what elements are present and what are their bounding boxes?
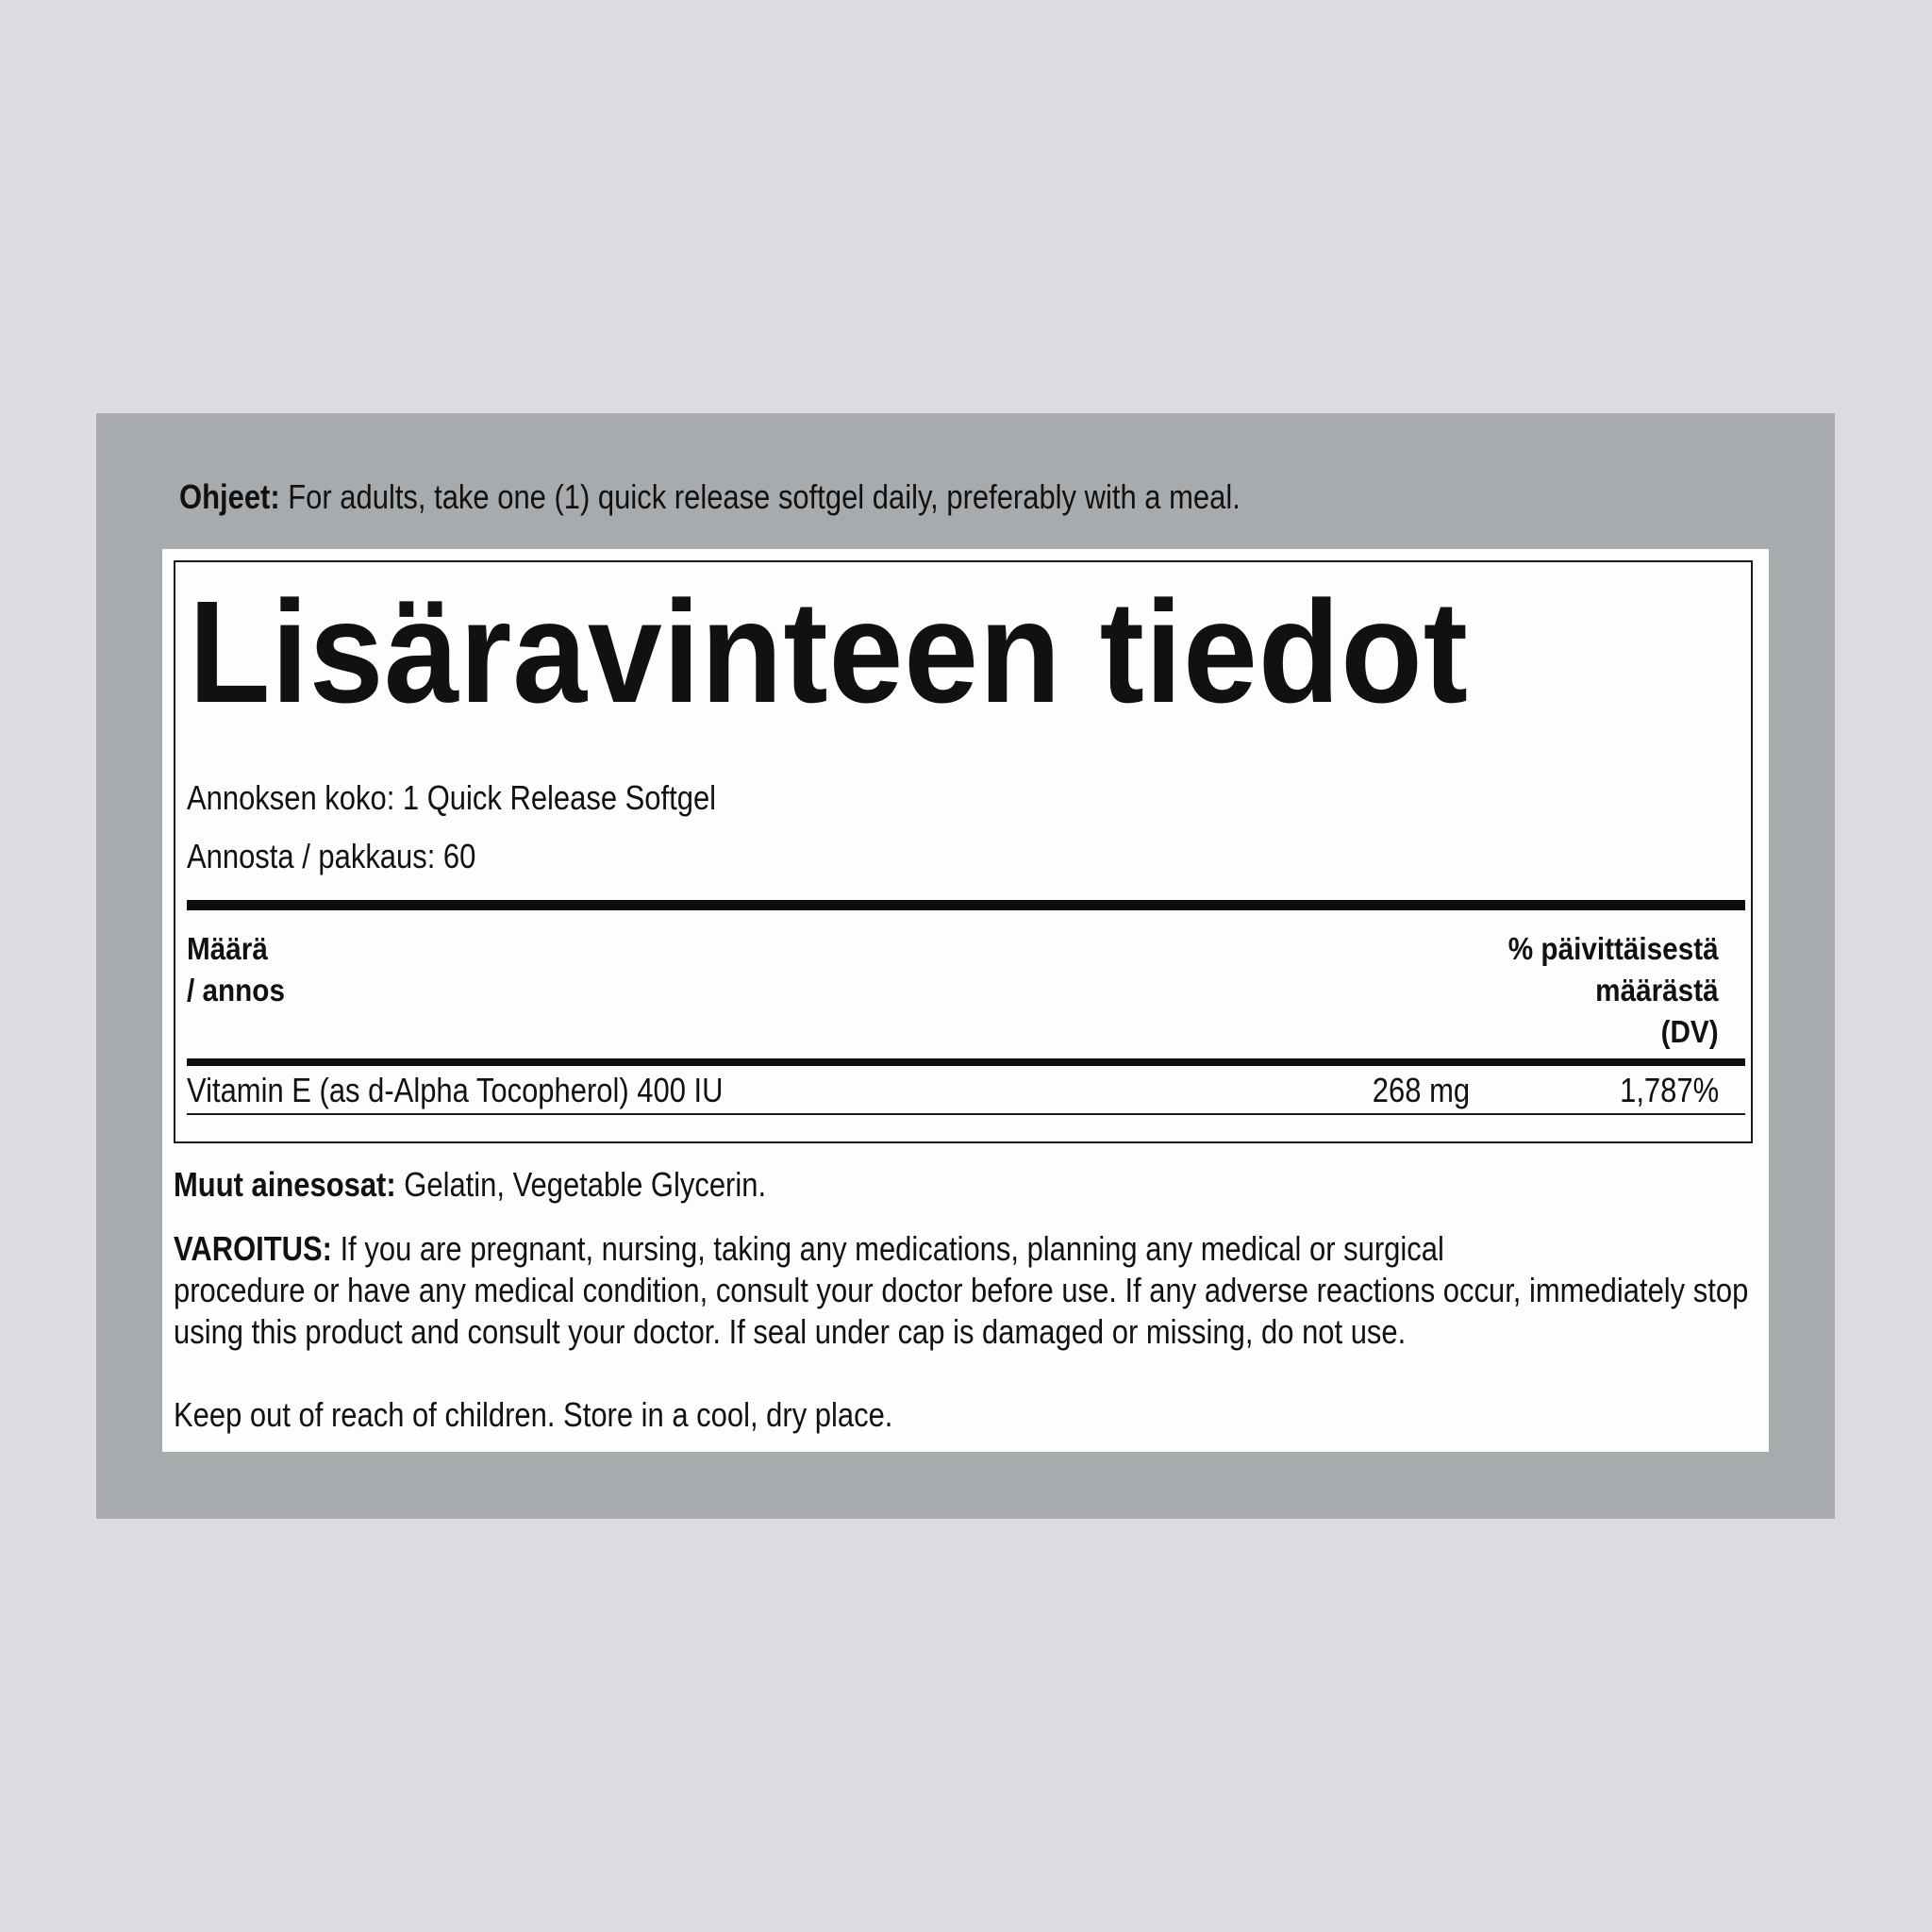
warning-line-2: procedure or have any medical condition, consult your doctor before use. If any adverse reactions occur, immediately stop <box>174 1271 1749 1309</box>
facts-title: Lisäravinteen tiedot <box>189 571 1469 733</box>
serving-size: Annoksen koko: 1 Quick Release Softgel <box>187 778 717 817</box>
daily-value-header <box>1508 928 1719 1053</box>
warning-text-1: If you are pregnant, nursing, taking any medications, planning any medical or surgical <box>331 1229 1444 1268</box>
amount-header-line-2: / annos <box>187 973 285 1008</box>
divider-thick <box>187 900 1745 910</box>
dv-header-line-2: määrästä <box>1595 973 1719 1008</box>
warning-line-3: using this product and consult your doctor. If seal under cap is damaged or missing, do not use. <box>174 1312 1407 1351</box>
directions-body: For adults, take one (1) quick release softgel daily, preferably with a meal. <box>279 477 1241 516</box>
directions-label: Ohjeet: <box>179 477 280 516</box>
nutrient-amount: 268 mg <box>1372 1071 1470 1109</box>
nutrient-daily-value: 1,787% <box>1619 1071 1719 1109</box>
nutrient-name: Vitamin E (as d-Alpha Tocopherol) 400 IU <box>187 1071 724 1109</box>
dv-header-line-1: % päivittäisestä <box>1508 931 1719 966</box>
servings-per-container: Annosta / pakkaus: 60 <box>187 837 476 875</box>
other-ingredients-label: Muut ainesosat: <box>174 1165 396 1204</box>
other-ingredients <box>174 1164 766 1206</box>
supplement-facts-box <box>174 560 1753 1143</box>
warning-line-1 <box>174 1228 1444 1270</box>
dv-header-line-3: (DV) <box>1660 1014 1719 1049</box>
other-ingredients-text: Gelatin, Vegetable Glycerin. <box>395 1165 767 1204</box>
divider-medium <box>187 1058 1745 1066</box>
directions-text <box>179 475 1241 520</box>
supplement-label <box>162 549 1769 1452</box>
amount-per-serving-header <box>187 928 285 1011</box>
amount-header-line-1: Määrä <box>187 931 268 966</box>
warning-label: VAROITUS: <box>174 1229 332 1268</box>
divider-thin <box>187 1113 1745 1115</box>
storage-text: Keep out of reach of children. Store in a cool, dry place. <box>174 1395 893 1434</box>
